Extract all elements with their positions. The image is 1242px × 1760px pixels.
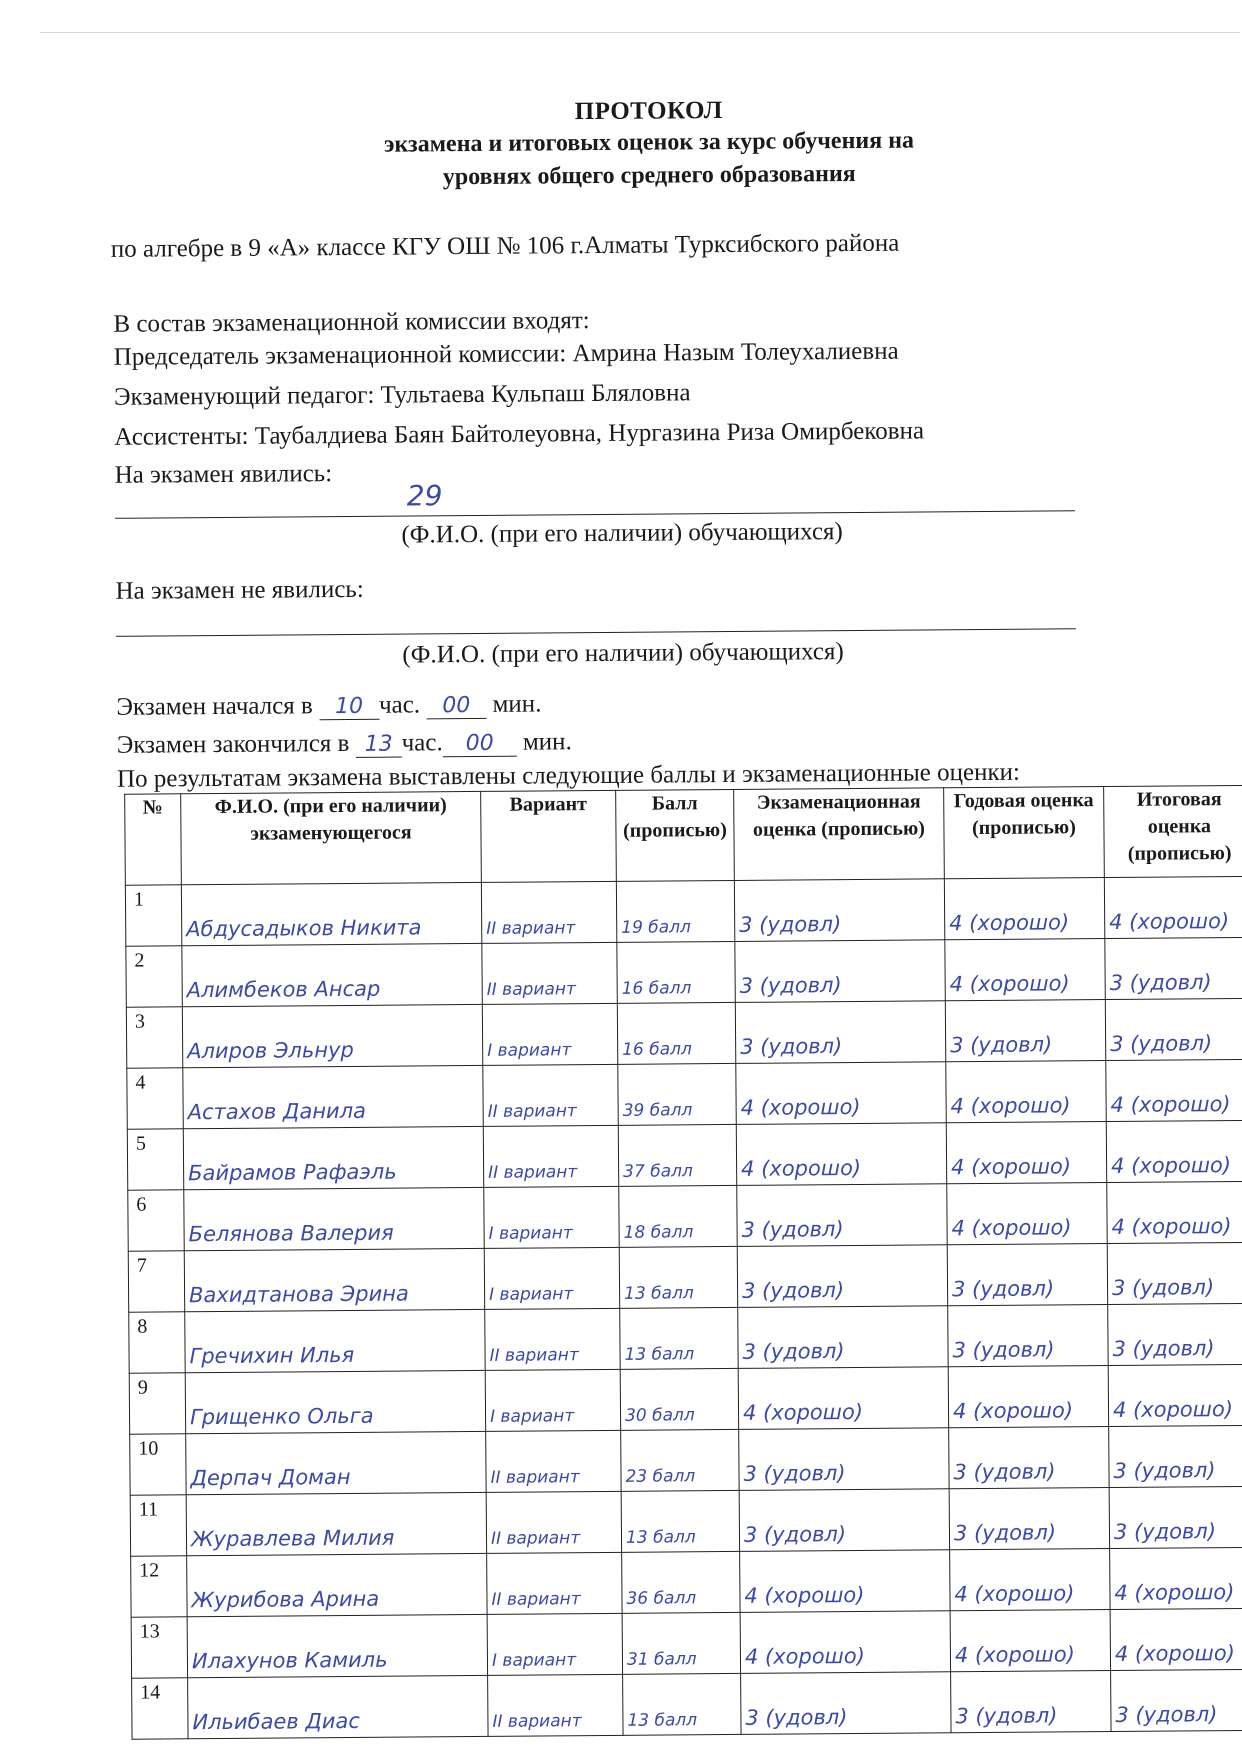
year-grade: 3 (удовл) [951,1671,1111,1733]
variant: I вариант [484,1247,619,1309]
final-grade: 3 (удовл) [1105,937,1242,999]
final-grade: 3 (удовл) [1107,1242,1242,1304]
table-row [130,1486,1242,1556]
exam-grade: 3 (удовл) [738,1306,948,1369]
variant: II вариант [483,1125,618,1187]
row-num: 12 [131,1556,187,1617]
present-label: На экзамен явились: [114,460,333,489]
student-name: Илахунов Камиль [187,1614,487,1677]
header-num: № [125,794,182,885]
score: 16 балл [617,941,735,1003]
score: 31 балл [622,1612,740,1674]
variant: II вариант [485,1308,620,1370]
exam-grade: 3 (удовл) [737,1245,947,1308]
variant: II вариант [487,1552,622,1614]
variant: II вариант [486,1430,621,1492]
document-subtitle-line-1: экзамена и итоговых оценок за курс обучения на [384,127,915,158]
student-name: Абдусадыков Никита [181,882,481,945]
final-grade: 3 (удовл) [1109,1486,1242,1548]
final-grade: 3 (удовл) [1108,1303,1242,1365]
year-grade: 3 (удовл) [948,1305,1108,1367]
table-header-row [125,785,1242,885]
student-name: Алиров Эльнур [182,1004,482,1067]
year-grade: 4 (хорошо) [944,878,1104,940]
final-grade: 4 (хорошо) [1107,1181,1242,1243]
row-num: 14 [132,1678,188,1739]
student-name: Вахидтанова Эрина [184,1248,484,1311]
exam-start-min-label: мин. [492,690,542,718]
student-name: Журавлева Милия [186,1492,486,1555]
student-name: Журибова Арина [187,1553,487,1616]
final-grade: 4 (хорошо) [1110,1608,1242,1670]
exam-grade: 4 (хорошо) [740,1550,950,1613]
variant: II вариант [483,1064,618,1126]
final-grade: 4 (хорошо) [1110,1547,1242,1609]
score: 39 балл [618,1063,736,1125]
table-row [129,1364,1242,1434]
exam-grade: 3 (удовл) [735,940,945,1003]
year-grade: 4 (хорошо) [946,1122,1106,1184]
table-row [132,1669,1242,1739]
variant: I вариант [484,1186,619,1248]
variant: I вариант [482,1003,617,1065]
row-num: 6 [128,1190,184,1251]
exam-start-prefix: Экзамен начался в [116,692,313,721]
student-name: Ильибаев Диас [188,1675,488,1738]
student-name: Дерпач Доман [186,1431,486,1494]
score: 18 балл [619,1185,737,1247]
document-title: ПРОТОКОЛ [574,97,723,126]
exam-end-min: 00 [443,731,517,758]
table-row [130,1425,1242,1495]
year-grade: 4 (хорошо) [948,1366,1108,1428]
row-num: 13 [131,1617,187,1678]
table-row [128,1242,1242,1312]
student-name: Астахов Данила [183,1065,483,1128]
final-grade: 3 (удовл) [1111,1669,1242,1731]
year-grade: 4 (хорошо) [950,1610,1110,1672]
results-table-body [125,876,1242,1739]
exam-grade: 4 (хорошо) [738,1367,948,1430]
exam-grade: 3 (удовл) [737,1184,947,1247]
score: 13 балл [621,1490,739,1552]
student-name: Алимбеков Ансар [182,943,482,1006]
results-table [124,785,1242,1740]
exam-start-hour: 10 [319,694,379,720]
variant: II вариант [481,881,616,943]
absent-label: На экзамен не явились: [115,575,364,605]
score: 13 балл [619,1246,737,1308]
row-num: 3 [126,1007,182,1068]
score: 13 балл [620,1307,738,1369]
variant: II вариант [486,1491,621,1553]
header-name: Ф.И.О. (при его наличии) экзаменующегося [181,791,482,884]
row-num: 9 [129,1373,185,1434]
header-final-grade: Итоговая оценка (прописью) [1104,785,1242,877]
row-num: 2 [126,946,182,1007]
exam-end-hour: 13 [356,732,402,758]
exam-grade: 3 (удовл) [741,1672,951,1735]
year-grade: 4 (хорошо) [945,939,1105,1001]
final-grade: 3 (удовл) [1109,1425,1242,1487]
exam-start-min: 00 [426,693,486,719]
final-grade: 4 (хорошо) [1108,1364,1242,1426]
exam-grade: 4 (хорошо) [736,1062,946,1125]
present-caption: (Ф.И.О. (при его наличии) обучающихся) [401,518,843,549]
row-num: 10 [130,1434,186,1495]
year-grade: 3 (удовл) [949,1488,1109,1550]
results-intro: По результатам экзамена выставлены следующие баллы и экзаменационные оценки: [116,758,1021,793]
variant: I вариант [485,1369,620,1431]
student-name: Байрамов Рафаэль [183,1126,483,1189]
final-grade: 4 (хорошо) [1106,1059,1242,1121]
commission-assistants: Ассистенты: Таубалдиева Баян Байтолеуовна, Нургазина Риза Омирбековна [114,417,925,451]
student-name: Грищенко Ольга [185,1370,485,1433]
score: 36 балл [622,1551,740,1613]
commission-intro: В состав экзаменационной комиссии входят: [113,307,590,338]
table-row [125,876,1242,946]
table-row [126,998,1242,1068]
commission-chair: Председатель экзаменационной комиссии: Амрина Назым Толеухалиевна [113,337,899,371]
variant: II вариант [488,1674,623,1736]
absent-underline [116,628,1076,637]
exam-grade: 4 (хорошо) [740,1611,950,1674]
table-row [126,937,1242,1007]
student-name: Гречихин Илья [185,1309,485,1372]
exam-grade: 3 (удовл) [735,1001,945,1064]
row-num: 1 [125,885,181,946]
year-grade: 3 (удовл) [947,1244,1107,1306]
row-num: 11 [130,1495,186,1556]
row-num: 4 [127,1068,183,1129]
exam-grade: 3 (удовл) [739,1489,949,1552]
table-row [127,1120,1242,1190]
exam-end-prefix: Экзамен закончился в [116,729,350,759]
year-grade: 4 (хорошо) [946,1061,1106,1123]
score: 23 балл [621,1429,739,1491]
document-subtitle-line-2: уровнях общего среднего образования [442,160,856,191]
table-row [128,1181,1242,1251]
year-grade: 4 (хорошо) [947,1183,1107,1245]
exam-start-hour-label: час. [378,691,421,719]
row-num: 7 [128,1251,184,1312]
score: 37 балл [618,1124,736,1186]
final-grade: 3 (удовл) [1105,998,1242,1060]
exam-grade: 3 (удовл) [739,1428,949,1491]
table-row [131,1547,1242,1617]
exam-end-line [117,728,572,760]
absent-caption: (Ф.И.О. (при его наличии) обучающихся) [402,638,844,669]
exam-grade: 4 (хорошо) [736,1123,946,1186]
present-count: 29 [406,479,443,513]
year-grade: 3 (удовл) [949,1427,1109,1489]
commission-examiner: Экзаменующий педагог: Тультаева Кульпаш Бляловна [113,379,691,411]
student-name: Белянова Валерия [184,1187,484,1250]
score: 13 балл [623,1673,741,1735]
header-exam-grade: Экзаменационная оценка (прописью) [734,788,945,881]
header-score: Балл (прописью) [616,789,735,881]
table-row [129,1303,1242,1373]
exam-end-hour-label: час. [401,729,443,757]
exam-end-min-label: мин. [522,728,572,756]
exam-start-line [116,690,541,721]
exam-grade: 3 (удовл) [734,879,944,942]
score: 16 балл [617,1002,735,1064]
score: 19 балл [616,880,734,942]
final-grade: 4 (хорошо) [1106,1120,1242,1182]
table-row [131,1608,1242,1678]
subject-line: по алгебре в 9 «А» классе КГУ ОШ № 106 г.Алматы Турксибского района [110,229,900,263]
table-row [127,1059,1242,1129]
score: 30 балл [620,1368,738,1430]
year-grade: 4 (хорошо) [950,1549,1110,1611]
variant: II вариант [482,942,617,1004]
header-year-grade: Годовая оценка (прописью) [944,787,1105,879]
row-num: 5 [127,1129,183,1190]
variant: I вариант [487,1613,622,1675]
header-variant: Вариант [481,790,617,882]
year-grade: 3 (удовл) [945,1000,1105,1062]
row-num: 8 [129,1312,185,1373]
final-grade: 4 (хорошо) [1104,876,1242,938]
